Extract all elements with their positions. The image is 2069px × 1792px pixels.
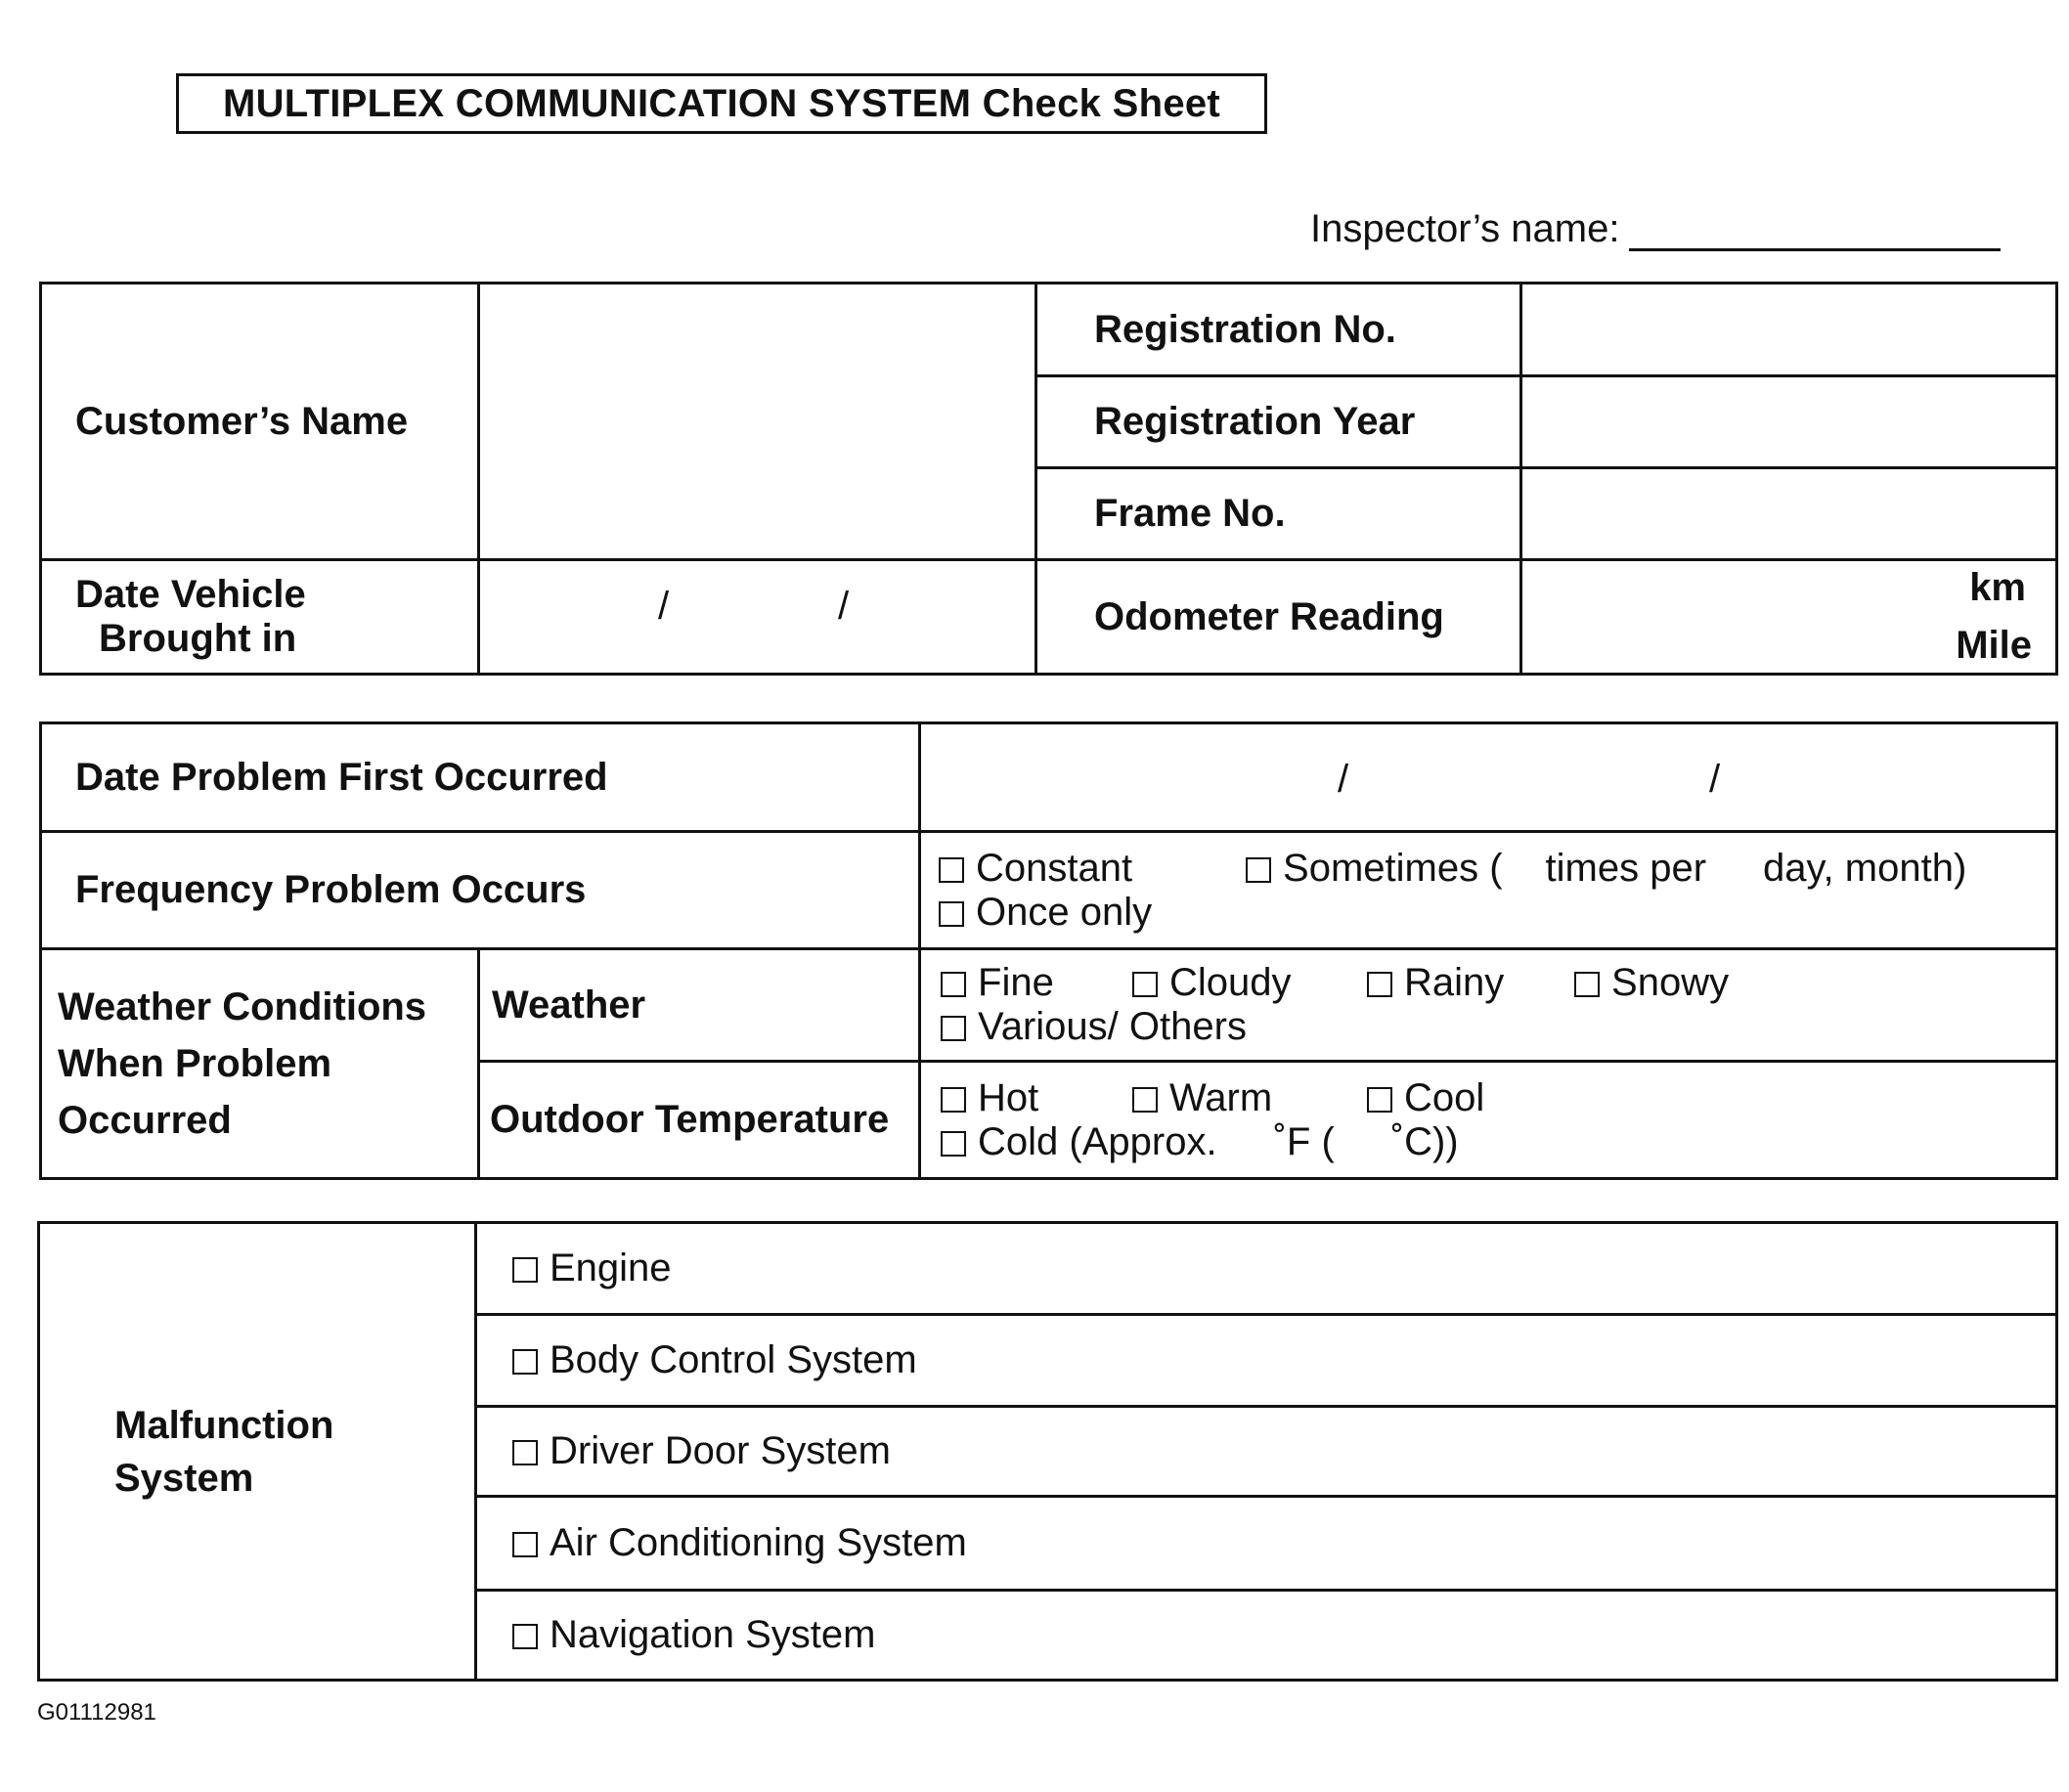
odometer-field[interactable]	[1521, 560, 2057, 675]
vehicle-info-table	[39, 282, 2058, 676]
checkbox[interactable]	[939, 857, 964, 883]
malfunction-system-label	[39, 1223, 476, 1681]
checkbox[interactable]	[1367, 972, 1392, 997]
checkbox[interactable]	[941, 1087, 966, 1113]
freq-sometimes-option[interactable]: Sometimes (	[1246, 847, 1503, 891]
temp-cold-option[interactable]: Cold (Approx.	[941, 1120, 1217, 1164]
frequency-options	[920, 832, 2057, 949]
registration-year-label: Registration Year	[1036, 376, 1521, 468]
temp-warm-option[interactable]: Warm	[1132, 1076, 1367, 1120]
date-vehicle-label-line2: Brought in	[99, 617, 297, 660]
registration-no-field[interactable]	[1521, 284, 2057, 376]
checkbox[interactable]	[512, 1257, 538, 1283]
problem-info-table	[39, 721, 2058, 1180]
freq-day-month: day, month)	[1763, 846, 1967, 890]
date-vehicle-label-line1: Date Vehicle	[75, 573, 306, 617]
check-sheet-title: MULTIPLEX COMMUNICATION SYSTEM Check Sheet	[176, 73, 1267, 134]
temperature-options	[920, 1062, 2057, 1179]
date-vehicle-field[interactable]	[479, 560, 1036, 675]
malfunction-label-line2: System	[114, 1456, 254, 1500]
system-air-conditioning-option[interactable]: Air Conditioning System	[476, 1497, 2057, 1591]
system-navigation-option[interactable]: Navigation System	[476, 1591, 2057, 1681]
date-vehicle-label	[41, 560, 479, 675]
date-problem-first-label: Date Problem First Occurred	[41, 723, 920, 832]
checkbox[interactable]	[512, 1624, 538, 1649]
freq-times-per: times per	[1545, 846, 1707, 890]
customer-name-label: Customer’s Name	[41, 284, 479, 560]
weather-fine-option[interactable]: Fine	[941, 961, 1132, 1005]
checkbox[interactable]	[1367, 1087, 1392, 1113]
registration-year-field[interactable]	[1521, 376, 2057, 468]
inspector-name-label: Inspector’s name:	[1310, 207, 1620, 250]
figure-code: G01112981	[37, 1699, 156, 1726]
outdoor-temperature-label: Outdoor Temperature	[479, 1062, 920, 1179]
customer-name-field[interactable]	[479, 284, 1036, 560]
system-engine-option[interactable]: Engine	[476, 1223, 2057, 1315]
date-problem-first-field[interactable]	[920, 723, 2057, 832]
checkbox[interactable]	[1132, 1087, 1158, 1113]
date-separator: /	[1709, 758, 1721, 801]
inspector-name-field[interactable]	[1629, 209, 2001, 251]
checkbox[interactable]	[941, 1016, 966, 1041]
inspector-name	[1310, 207, 2001, 251]
registration-no-label: Registration No.	[1036, 284, 1521, 376]
weather-conditions-label	[41, 949, 479, 1179]
checkbox[interactable]	[1574, 972, 1600, 997]
checkbox[interactable]	[512, 1440, 538, 1465]
malfunction-table	[37, 1221, 2058, 1682]
temp-celsius: ˚C))	[1390, 1119, 1459, 1163]
freq-constant-option[interactable]: Constant	[939, 847, 1246, 891]
freq-once-option[interactable]: Once only	[939, 891, 1152, 935]
weather-label: Weather	[479, 949, 920, 1062]
temp-cool-option[interactable]: Cool	[1367, 1076, 1484, 1120]
checkbox[interactable]	[512, 1532, 538, 1557]
malfunction-label-line1: Malfunction	[114, 1403, 334, 1447]
unit-mile: Mile	[1956, 624, 2032, 667]
weather-rainy-option[interactable]: Rainy	[1367, 961, 1574, 1005]
checkbox[interactable]	[939, 901, 964, 927]
weather-options	[920, 949, 2057, 1062]
checkbox[interactable]	[941, 972, 966, 997]
checkbox[interactable]	[1132, 972, 1158, 997]
frame-no-label: Frame No.	[1036, 468, 1521, 560]
checkbox[interactable]	[941, 1131, 966, 1157]
weather-various-option[interactable]: Various/ Others	[941, 1005, 1247, 1049]
date-separator: /	[658, 585, 670, 628]
checkbox[interactable]	[1246, 857, 1271, 883]
weather-conditions-line1: Weather Conditions	[58, 985, 427, 1028]
weather-cloudy-option[interactable]: Cloudy	[1132, 961, 1367, 1005]
system-body-control-option[interactable]: Body Control System	[476, 1315, 2057, 1407]
weather-conditions-line3: Occurred	[58, 1099, 232, 1142]
temp-hot-option[interactable]: Hot	[941, 1076, 1132, 1120]
temp-fahrenheit: ˚F (	[1273, 1119, 1335, 1163]
system-driver-door-option[interactable]: Driver Door System	[476, 1407, 2057, 1497]
date-separator: /	[838, 585, 850, 628]
unit-km: km	[1969, 566, 2026, 610]
odometer-label: Odometer Reading	[1036, 560, 1521, 675]
weather-conditions-line2: When Problem	[58, 1042, 332, 1085]
date-separator: /	[1338, 758, 1349, 801]
checkbox[interactable]	[512, 1349, 538, 1375]
weather-snowy-option[interactable]: Snowy	[1574, 961, 1729, 1005]
frequency-label: Frequency Problem Occurs	[41, 832, 920, 949]
frame-no-field[interactable]	[1521, 468, 2057, 560]
